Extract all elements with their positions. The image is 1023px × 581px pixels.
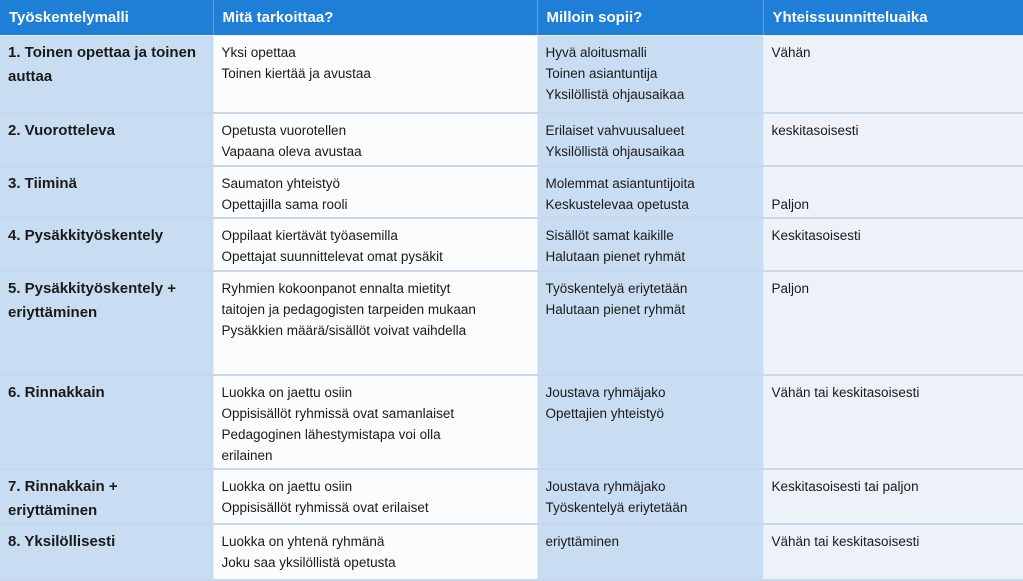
table-header-row [0, 0, 1023, 36]
table-row [0, 36, 1023, 113]
planning-time-cell [763, 271, 1023, 375]
when-line: Yksilöllistä ohjausaikaa [545, 143, 685, 159]
table-row [0, 469, 1023, 524]
table-row [0, 375, 1023, 469]
header-model: Työskentelymalli [0, 0, 213, 36]
planning-time-cell [763, 166, 1023, 218]
when-cell [537, 218, 763, 271]
meaning-line: Joku saa yksilöllistä opetusta [221, 554, 396, 570]
when-cell [537, 271, 763, 375]
model-name-cell [0, 36, 213, 113]
planning-time-cell [763, 218, 1023, 271]
when-line: Keskustelevaa opetusta [545, 196, 689, 212]
meaning-cell [213, 113, 537, 166]
table-row [0, 524, 1023, 580]
meaning-line: Luokka on yhtenä ryhmänä [221, 533, 385, 549]
model-name: 5. Pysäkkityöskentely + eriyttäminen [8, 279, 177, 321]
meaning-cell [213, 469, 537, 524]
planning-time-cell [763, 113, 1023, 166]
model-name: 6. Rinnakkain [8, 383, 105, 401]
when-cell [537, 166, 763, 218]
planning-time-value: Vähän tai keskitasoisesti [771, 384, 920, 400]
model-name-cell [0, 524, 213, 580]
planning-time-value: Vähän [771, 45, 811, 60]
when-line: Hyvä aloitusmalli [545, 45, 647, 60]
model-name: 8. Yksilöllisesti [8, 532, 116, 550]
meaning-line: Opettajat suunnittelevat omat pysäkit [221, 248, 443, 264]
when-line: Sisällöt samat kaikille [545, 227, 674, 243]
model-name: 3. Tiiminä [8, 174, 77, 192]
planning-time-value: Vähän tai keskitasoisesti [771, 533, 920, 549]
meaning-line: Yksi opettaa [221, 45, 296, 60]
model-name: 2. Vuorotteleva [8, 121, 115, 139]
table-row [0, 218, 1023, 271]
header-planning-time: Yhteissuunnitteluaika [763, 0, 1023, 36]
when-line: Erilaiset vahvuusalueet [545, 122, 685, 138]
header-when: Milloin sopii? [537, 0, 763, 36]
planning-time-cell [763, 524, 1023, 580]
when-cell [537, 113, 763, 166]
model-name: 4. Pysäkkityöskentely [8, 226, 164, 244]
model-name-cell [0, 375, 213, 469]
when-line: Halutaan pienet ryhmät [545, 301, 686, 317]
meaning-line: Saumaton yhteistyö [221, 175, 341, 191]
meaning-line: Pysäkkien määrä/sisällöt voivat vaihdella [221, 322, 467, 338]
when-line: Halutaan pienet ryhmät [545, 248, 686, 264]
model-name-cell [0, 271, 213, 375]
when-line: eriyttäminen [545, 533, 620, 549]
when-line: Joustava ryhmäjako [545, 384, 666, 400]
when-cell [537, 524, 763, 580]
meaning-line: taitojen ja pedagogisten tarpeiden mukaan [221, 301, 476, 317]
model-name: 7. Rinnakkain + eriyttäminen [8, 477, 118, 519]
meaning-cell [213, 166, 537, 218]
meaning-line: Opettajilla sama rooli [221, 196, 348, 212]
planning-time-cell [763, 36, 1023, 113]
table-row [0, 113, 1023, 166]
when-line: Yksilöllistä ohjausaikaa [545, 87, 685, 102]
meaning-line: Toinen kiertää ja avustaa [221, 66, 371, 81]
when-line: Opettajien yhteistyö [545, 405, 665, 421]
planning-time-value [772, 173, 1015, 194]
planning-time-value: Paljon [771, 280, 810, 296]
model-name: 1. Toinen opettaa ja toinen auttaa [8, 44, 197, 85]
planning-time-value: Paljon [771, 196, 810, 212]
meaning-line: Luokka on jaettu osiin [221, 384, 353, 400]
planning-time-value: Keskitasoisesti tai paljon [771, 478, 919, 494]
planning-time-value: Keskitasoisesti [771, 227, 861, 243]
when-cell [537, 375, 763, 469]
when-line: Toinen asiantuntija [545, 66, 658, 81]
meaning-line: Luokka on jaettu osiin [221, 478, 353, 494]
when-line: Joustava ryhmäjako [545, 478, 666, 494]
meaning-line: Opetusta vuorotellen [221, 122, 347, 138]
planning-time-cell [763, 469, 1023, 524]
meaning-line: Ryhmien kokoonpanot ennalta mietityt [221, 280, 451, 296]
meaning-cell [213, 218, 537, 271]
meaning-line: Pedagoginen lähestymistapa voi olla [221, 426, 441, 442]
meaning-line: erilainen [221, 447, 273, 463]
when-line: Molemmat asiantuntijoita [545, 175, 695, 191]
meaning-cell [213, 524, 537, 580]
model-name-cell [0, 218, 213, 271]
meaning-line: Oppisisällöt ryhmissä ovat samanlaiset [221, 405, 455, 421]
planning-time-cell [763, 375, 1023, 469]
model-name-cell [0, 113, 213, 166]
meaning-line: Vapaana oleva avustaa [221, 143, 362, 159]
when-cell [537, 36, 763, 113]
when-cell [537, 469, 763, 524]
model-name-cell [0, 166, 213, 218]
meaning-line: Oppisisällöt ryhmissä ovat erilaiset [221, 499, 429, 515]
meaning-cell [213, 375, 537, 469]
when-line: Työskentelyä eriytetään [545, 499, 688, 515]
table-row [0, 271, 1023, 375]
meaning-cell [213, 36, 537, 113]
meaning-cell [213, 271, 537, 375]
when-line: Työskentelyä eriytetään [545, 280, 688, 296]
model-name-cell [0, 469, 213, 524]
header-meaning: Mitä tarkoittaa? [213, 0, 537, 36]
meaning-line: Oppilaat kiertävät työasemilla [221, 227, 398, 243]
table-row [0, 166, 1023, 218]
planning-time-value: keskitasoisesti [771, 122, 859, 138]
